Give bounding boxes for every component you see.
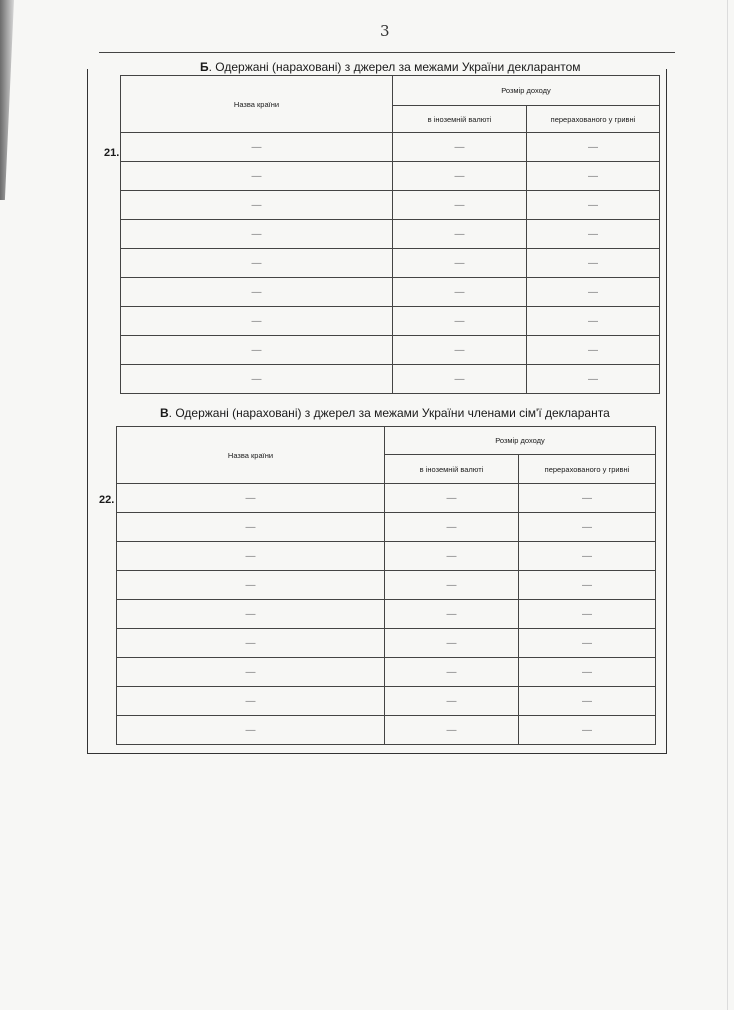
uah-cell xyxy=(527,191,660,220)
section-v-title xyxy=(160,406,610,420)
section-v-letter: В xyxy=(160,406,169,420)
header-foreign-currency: в іноземній валюті xyxy=(393,106,527,133)
empty-dash: — xyxy=(588,286,598,298)
table-row xyxy=(117,542,656,571)
country-cell xyxy=(121,191,393,220)
empty-dash: — xyxy=(454,257,465,269)
empty-dash: — xyxy=(446,724,457,736)
country-cell xyxy=(121,307,393,336)
table-row xyxy=(117,484,656,513)
empty-dash: — xyxy=(245,550,256,562)
header-country: Назва країни xyxy=(117,427,385,484)
uah-cell xyxy=(519,571,656,600)
table-row xyxy=(117,687,656,716)
country-cell xyxy=(117,687,385,716)
empty-dash: — xyxy=(251,257,262,269)
uah-cell xyxy=(519,716,656,745)
country-cell xyxy=(121,133,393,162)
section-v-table xyxy=(116,426,656,745)
empty-dash: — xyxy=(454,286,465,298)
empty-dash: — xyxy=(245,724,256,736)
empty-dash: — xyxy=(251,373,262,385)
foreign-currency-cell xyxy=(393,307,527,336)
table-row xyxy=(121,133,660,162)
empty-dash: — xyxy=(582,579,592,591)
foreign-currency-cell xyxy=(385,600,519,629)
section-v-row-number: 22. xyxy=(99,494,115,506)
empty-dash: — xyxy=(588,141,598,153)
empty-dash: — xyxy=(582,637,592,649)
table-row xyxy=(121,365,660,394)
foreign-currency-cell xyxy=(393,220,527,249)
country-cell xyxy=(121,162,393,191)
uah-cell xyxy=(527,307,660,336)
empty-dash: — xyxy=(245,521,256,533)
header-uah-converted: перерахованого у гривні xyxy=(519,455,656,484)
table-row xyxy=(117,716,656,745)
empty-dash: — xyxy=(582,666,592,678)
table-row xyxy=(117,571,656,600)
empty-dash: — xyxy=(446,521,457,533)
empty-dash: — xyxy=(454,199,465,211)
country-cell xyxy=(121,220,393,249)
section-v-title-text: . Одержані (нараховані) з джерел за межами України членами сім'ї декларанта xyxy=(168,406,610,420)
uah-cell xyxy=(527,365,660,394)
empty-dash: — xyxy=(582,492,592,504)
country-cell xyxy=(117,513,385,542)
country-cell xyxy=(117,600,385,629)
foreign-currency-cell xyxy=(385,542,519,571)
empty-dash: — xyxy=(446,637,457,649)
uah-cell xyxy=(527,133,660,162)
header-foreign-currency: в іноземній валюті xyxy=(385,455,519,484)
uah-cell xyxy=(519,542,656,571)
empty-dash: — xyxy=(454,344,465,356)
section-b-title-text: . Одержані (нараховані) з джерел за межами України декларантом xyxy=(208,60,581,74)
empty-dash: — xyxy=(446,492,457,504)
table-row xyxy=(121,307,660,336)
empty-dash: — xyxy=(245,492,256,504)
empty-dash: — xyxy=(582,550,592,562)
foreign-currency-cell xyxy=(385,658,519,687)
empty-dash: — xyxy=(588,228,598,240)
foreign-currency-cell xyxy=(393,191,527,220)
uah-cell xyxy=(527,278,660,307)
empty-dash: — xyxy=(251,344,262,356)
header-uah-converted: перерахованого у гривні xyxy=(527,106,660,133)
scan-shadow xyxy=(0,0,14,200)
empty-dash: — xyxy=(454,170,465,182)
empty-dash: — xyxy=(446,608,457,620)
foreign-currency-cell xyxy=(393,162,527,191)
empty-dash: — xyxy=(454,228,465,240)
empty-dash: — xyxy=(588,315,598,327)
uah-cell xyxy=(527,162,660,191)
section-b-letter: Б xyxy=(200,60,209,74)
table-row xyxy=(121,162,660,191)
empty-dash: — xyxy=(251,286,262,298)
empty-dash: — xyxy=(446,550,457,562)
country-cell xyxy=(117,716,385,745)
foreign-currency-cell xyxy=(393,133,527,162)
empty-dash: — xyxy=(446,666,457,678)
table-row xyxy=(117,600,656,629)
empty-dash: — xyxy=(251,170,262,182)
empty-dash: — xyxy=(446,695,457,707)
uah-cell xyxy=(527,249,660,278)
page-number: 3 xyxy=(380,22,390,40)
empty-dash: — xyxy=(588,344,598,356)
empty-dash: — xyxy=(446,579,457,591)
foreign-currency-cell xyxy=(393,278,527,307)
country-cell xyxy=(117,658,385,687)
uah-cell xyxy=(519,629,656,658)
uah-cell xyxy=(519,600,656,629)
empty-dash: — xyxy=(582,724,592,736)
foreign-currency-cell xyxy=(385,513,519,542)
section-b-title xyxy=(200,60,581,74)
uah-cell xyxy=(527,220,660,249)
header-country: Назва країни xyxy=(121,76,393,133)
empty-dash: — xyxy=(582,695,592,707)
table-row xyxy=(121,249,660,278)
foreign-currency-cell xyxy=(385,484,519,513)
top-rule xyxy=(99,52,675,53)
country-cell xyxy=(121,249,393,278)
foreign-currency-cell xyxy=(385,716,519,745)
empty-dash: — xyxy=(251,199,262,211)
table-row xyxy=(117,658,656,687)
page-edge xyxy=(727,0,728,1010)
empty-dash: — xyxy=(454,141,465,153)
section-b-row-number: 21. xyxy=(104,147,120,159)
country-cell xyxy=(121,365,393,394)
empty-dash: — xyxy=(588,373,598,385)
foreign-currency-cell xyxy=(393,249,527,278)
table-row xyxy=(117,629,656,658)
table-row xyxy=(117,513,656,542)
empty-dash: — xyxy=(588,170,598,182)
uah-cell xyxy=(519,513,656,542)
empty-dash: — xyxy=(251,228,262,240)
country-cell xyxy=(117,629,385,658)
empty-dash: — xyxy=(582,608,592,620)
empty-dash: — xyxy=(251,141,262,153)
foreign-currency-cell xyxy=(385,629,519,658)
empty-dash: — xyxy=(245,666,256,678)
empty-dash: — xyxy=(245,637,256,649)
foreign-currency-cell xyxy=(393,336,527,365)
table-row xyxy=(121,220,660,249)
country-cell xyxy=(117,571,385,600)
table-row xyxy=(121,336,660,365)
table-row xyxy=(121,278,660,307)
uah-cell xyxy=(519,687,656,716)
uah-cell xyxy=(519,484,656,513)
empty-dash: — xyxy=(251,315,262,327)
foreign-currency-cell xyxy=(385,571,519,600)
empty-dash: — xyxy=(245,695,256,707)
country-cell xyxy=(117,542,385,571)
empty-dash: — xyxy=(245,579,256,591)
empty-dash: — xyxy=(454,315,465,327)
empty-dash: — xyxy=(454,373,465,385)
empty-dash: — xyxy=(245,608,256,620)
foreign-currency-cell xyxy=(385,687,519,716)
table-row xyxy=(121,191,660,220)
section-b-table xyxy=(120,75,660,394)
empty-dash: — xyxy=(582,521,592,533)
uah-cell xyxy=(527,336,660,365)
empty-dash: — xyxy=(588,257,598,269)
header-income-size: Розмір доходу xyxy=(393,76,660,106)
country-cell xyxy=(117,484,385,513)
uah-cell xyxy=(519,658,656,687)
foreign-currency-cell xyxy=(393,365,527,394)
header-income-size: Розмір доходу xyxy=(385,427,656,455)
country-cell xyxy=(121,278,393,307)
empty-dash: — xyxy=(588,199,598,211)
country-cell xyxy=(121,336,393,365)
